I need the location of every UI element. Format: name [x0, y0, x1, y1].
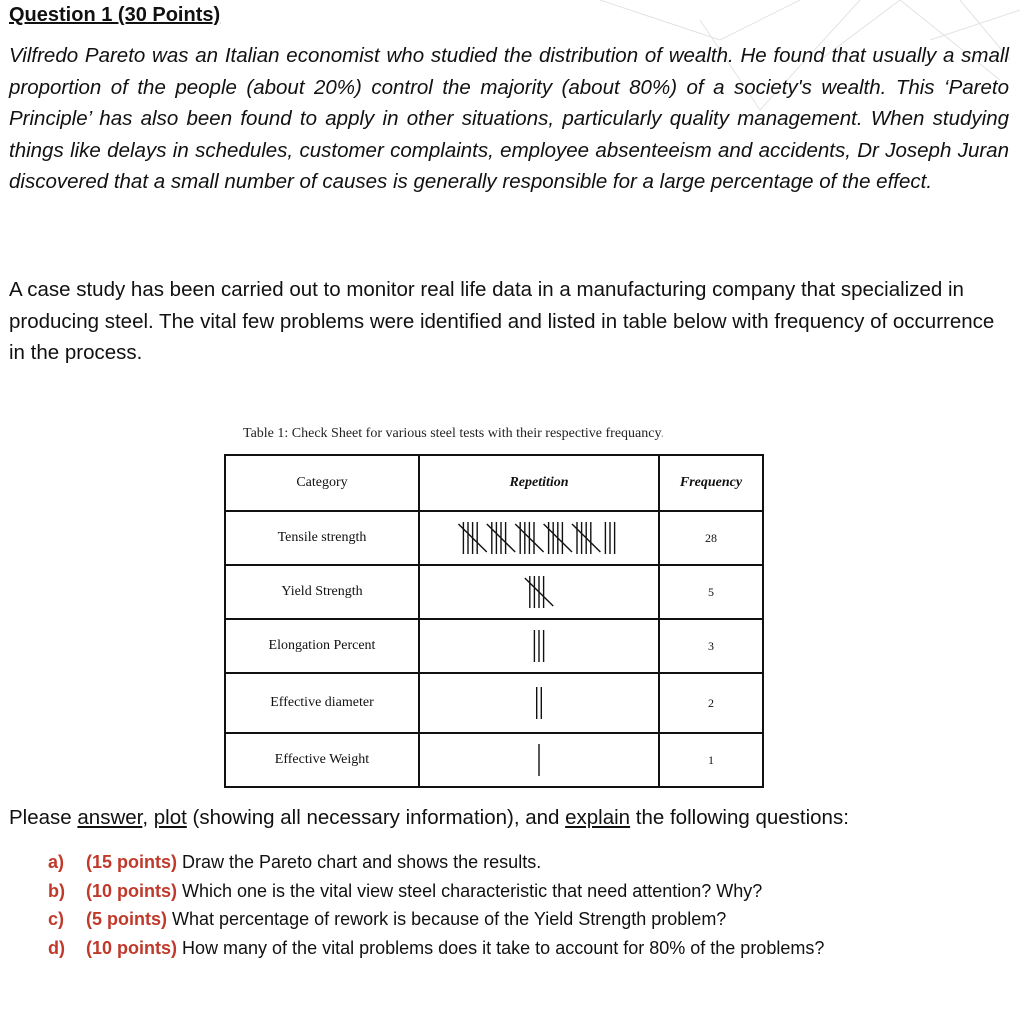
- table-caption-trail: .: [660, 426, 665, 441]
- check-sheet-table: [224, 454, 764, 788]
- table-row: [225, 733, 763, 787]
- frequency-cell: 1: [659, 733, 763, 787]
- instr-plot: plot: [153, 806, 187, 829]
- instr-answer: answer: [77, 806, 143, 829]
- question-item: [48, 934, 988, 963]
- category-cell: Yield Strength: [225, 565, 419, 619]
- table-caption: [243, 426, 664, 442]
- question-item: [48, 848, 988, 877]
- frequency-cell: 3: [659, 619, 763, 673]
- tally-marks: [421, 518, 657, 558]
- table-caption-text: Table 1: Check Sheet for various steel tests with their respective frequancy: [243, 426, 661, 441]
- table-header-row: [225, 455, 763, 511]
- question-title: Question 1 (30 Points): [9, 4, 221, 26]
- question-text: How many of the vital problems does it take to account for 80% of the problems?: [177, 937, 825, 958]
- category-cell: Effective diameter: [225, 673, 419, 733]
- instr-sep: ,: [142, 806, 154, 829]
- category-cell: Elongation Percent: [225, 619, 419, 673]
- table-row: [225, 565, 763, 619]
- table-row: [225, 511, 763, 565]
- tally-cell: [419, 565, 659, 619]
- question-label: c): [48, 909, 65, 929]
- instr-explain: explain: [565, 806, 631, 829]
- question-label: d): [48, 937, 65, 958]
- case-study-paragraph: A case study has been carried out to monitor real life data in a manufacturing company that specialized in producing steel. The vital few problems were identified and listed in table below with frequency of occurrence in the process.: [9, 278, 995, 365]
- instructions: [9, 806, 849, 830]
- tally-cell: [419, 511, 659, 565]
- table-row: [225, 673, 763, 733]
- question-list: [48, 848, 988, 962]
- tally-marks: [421, 626, 657, 666]
- tally-cell: [419, 733, 659, 787]
- frequency-cell: 28: [659, 511, 763, 565]
- header-category: Category: [225, 455, 419, 511]
- tally-cell: [419, 619, 659, 673]
- frequency-cell: 5: [659, 565, 763, 619]
- question-text: What percentage of rework is because of the Yield Strength problem?: [167, 909, 727, 929]
- instr-suffix: the following questions:: [630, 806, 849, 829]
- question-label: a): [48, 852, 65, 872]
- tally-marks: [421, 683, 657, 723]
- tally-marks: [421, 740, 657, 780]
- question-points: (10 points): [86, 937, 178, 958]
- tally-cell: [419, 673, 659, 733]
- tally-marks: [421, 572, 657, 612]
- intro-paragraph: Vilfredo Pareto was an Italian economist who studied the distribution of wealth. He found that usually a small proportion of the people (about 20%) control the majority (about 80%) of a society's wealth. This ‘Pareto Principle’ has also been found to apply in other situations, particularly quality management. When studying things like delays in schedules, customer complaints, employee absenteeism and accidents, Dr Joseph Juran discovered that a small number of causes is generally responsible for a large percentage of the effect.: [9, 44, 1009, 194]
- category-cell: Effective Weight: [225, 733, 419, 787]
- header-frequency: Frequency: [659, 455, 763, 511]
- question-item: [48, 877, 988, 906]
- instr-prefix: Please: [9, 806, 78, 829]
- header-repetition: Repetition: [419, 455, 659, 511]
- table-row: [225, 619, 763, 673]
- frequency-cell: 2: [659, 673, 763, 733]
- question-item: [48, 905, 988, 934]
- instr-mid: (showing all necessary information), and: [186, 806, 566, 829]
- question-text: Draw the Pareto chart and shows the results.: [177, 852, 542, 872]
- category-cell: Tensile strength: [225, 511, 419, 565]
- question-points: (10 points): [86, 880, 178, 901]
- question-points: (5 points): [86, 909, 167, 929]
- question-text: Which one is the vital view steel characteristic that need attention? Why?: [177, 880, 763, 901]
- question-label: b): [48, 880, 65, 901]
- question-points: (15 points): [86, 852, 178, 872]
